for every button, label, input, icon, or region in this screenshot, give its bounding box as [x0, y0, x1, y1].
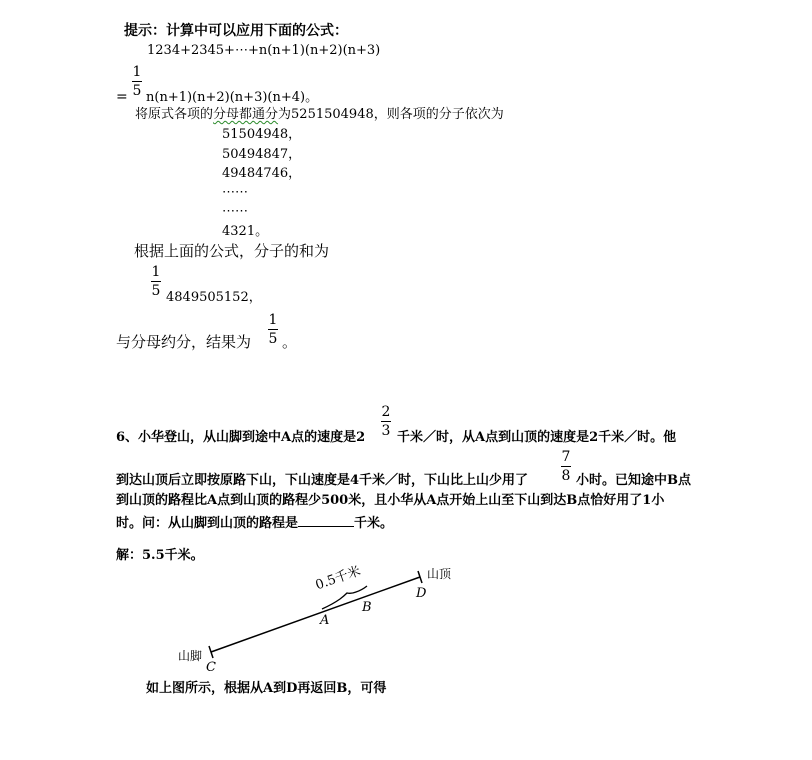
hint-label: 提示：计算中可以应用下面的公式： [124, 23, 348, 39]
summit-label: 山顶 [427, 567, 452, 581]
foot-label: 山脚 [178, 649, 203, 663]
common-denominator-text-c: 为5251504948，则各项的分子依次为 [278, 107, 504, 122]
problem6-line2-b: 小时。已知途中B点 [576, 473, 691, 488]
solution-answer: 解：5.5千米。 [116, 548, 204, 563]
common-denominator-text-a: 将原式各项的 [135, 107, 214, 122]
formula-line1: 1234+2345+⋯+n(n+1)(n+2)(n+3) [147, 43, 381, 58]
segment-length-label: 0.5千米 [313, 563, 363, 594]
sum-text: 根据上面的公式，分子的和为 [134, 242, 330, 260]
fraction-numerator: 1 [268, 312, 278, 328]
point-a-label: A [320, 613, 330, 628]
point-c-label: C [206, 660, 216, 675]
fraction-numerator: 2 [381, 404, 391, 420]
point-b-label: B [362, 600, 372, 615]
result-end: 。 [282, 333, 298, 351]
fraction-denominator: 5 [132, 83, 142, 99]
formula-equals: = [116, 89, 128, 105]
problem6-line4-b: 千米。 [354, 516, 394, 531]
problem6-line1-a: 6、小华登山，从山脚到途中A点的速度是2 [116, 430, 366, 445]
fraction-numerator: 1 [151, 264, 161, 280]
problem6-line4-a: 时。问：从山脚到山顶的路程是 [116, 516, 299, 531]
problem6-line2-a: 到达山顶后立即按原路下山，下山速度是4千米／时，下山比上山少用了 [116, 473, 529, 488]
fraction-denominator: 5 [268, 331, 278, 347]
problem6-line3: 到山顶的路程比A点到山顶的路程少500米，且小华从A点开始上山至下山到达B点恰好用了1小 [116, 493, 665, 508]
numerator-item: ⋯⋯ [222, 204, 248, 219]
fraction-numerator: 7 [561, 449, 571, 465]
numerator-item: ⋯⋯ [222, 185, 248, 200]
fraction-denominator: 3 [381, 423, 391, 439]
sum-value: 4849505152， [166, 290, 262, 305]
problem6-line1-b: 千米／时，从A点到山顶的速度是2千米／时。他 [397, 430, 677, 445]
fraction-denominator: 5 [151, 283, 161, 299]
numerator-item: 51504948， [222, 127, 302, 142]
path-line [211, 577, 420, 652]
formula-line2: n(n+1)(n+2)(n+3)(n+4)。 [146, 90, 319, 105]
numerator-item: 50494847， [222, 147, 302, 162]
numerator-item: 49484746， [222, 166, 302, 181]
fraction-denominator: 8 [561, 468, 571, 484]
solution-after-figure: 如上图所示，根据从A到D再返回B，可得 [146, 681, 387, 696]
point-d-label: D [416, 586, 427, 601]
fraction-numerator: 1 [132, 64, 142, 80]
numerator-item: 4321。 [222, 224, 269, 239]
common-denominator-text-b: 分母都通分 [213, 107, 279, 122]
reduce-text: 与分母约分，结果为 [116, 333, 252, 351]
